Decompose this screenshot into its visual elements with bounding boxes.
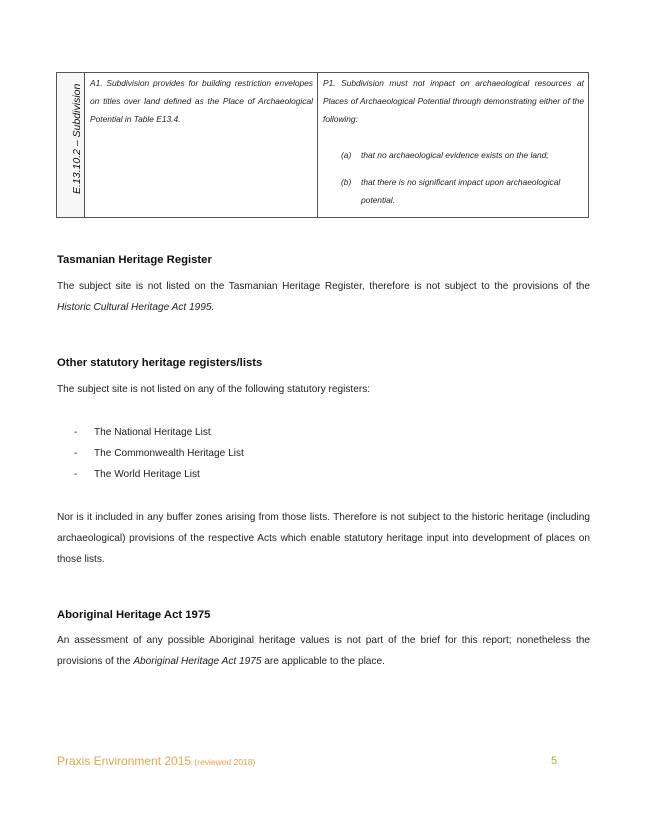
footer-reviewed: (reviewed 2018) (194, 757, 256, 767)
criteria-item-b (323, 173, 584, 209)
performance-criteria-intro: P1. Subdivision must not impact on archaeological resources at Places of Archaeological Potential through demonstrating either of the following: (323, 78, 584, 124)
table-side-label-cell (57, 73, 85, 217)
aboriginal-act-title: Aboriginal Heritage Act 1975 (133, 656, 262, 667)
list-dash: - (74, 427, 78, 438)
historic-act-title: Historic Cultural Heritage Act 1995. (57, 302, 215, 313)
list-item-text: The World Heritage List (94, 469, 200, 480)
criteria-item-label: (a) (341, 150, 352, 160)
aboriginal-text-1: An assessment of any possible Aboriginal heritage values is not part of the brief for this report; nonetheless the provisions of the (57, 635, 590, 667)
acceptable-solution-cell (85, 73, 318, 217)
other-registers-paragraph: The subject site is not listed on any of the following statutory registers: (57, 384, 371, 395)
tasmanian-heritage-text: The subject site is not listed on the Tasmanian Heritage Register, therefore is not subject to the provisions of the (57, 281, 590, 292)
list-item-text: The Commonwealth Heritage List (94, 448, 244, 459)
list-item (57, 422, 244, 443)
registers-list (57, 422, 244, 485)
acceptable-solution-text: A1. Subdivision provides for building restriction envelopes on titles over land defined as the Place of Archaeological Potential in Table E13.4. (90, 78, 313, 124)
criteria-item-text: that there is no significant impact upon archaeological potential. (361, 177, 561, 205)
list-dash: - (74, 469, 78, 480)
aboriginal-text-2: are applicable to the place. (261, 656, 385, 667)
list-dash: - (74, 448, 78, 459)
list-item (57, 443, 244, 464)
footer-company-name: Praxis Environment 2015 (57, 754, 195, 768)
performance-criteria-cell (318, 73, 588, 217)
list-item (57, 464, 244, 485)
planning-table (56, 72, 589, 218)
list-item-text: The National Heritage List (94, 427, 211, 438)
criteria-item-a (323, 146, 584, 164)
tasmanian-heritage-paragraph (57, 276, 590, 318)
page-number: 5 (551, 755, 558, 767)
aboriginal-heritage-heading: Aboriginal Heritage Act 1975 (57, 609, 211, 621)
table-side-label: E.13.10.2 – Subdivision (70, 83, 83, 194)
footer-company (57, 754, 255, 768)
tasmanian-heritage-heading: Tasmanian Heritage Register (57, 254, 212, 266)
aboriginal-heritage-paragraph (57, 630, 590, 672)
criteria-item-text: that no archaeological evidence exists on the land; (361, 150, 549, 160)
buffer-zones-paragraph: Nor is it included in any buffer zones arising from those lists. Therefore is not subject to the historic heritage (including archaeological) provisions of the respective Acts which enable statutory heritage input into development of places on those lists. (57, 512, 590, 565)
criteria-item-label: (b) (341, 177, 352, 187)
other-registers-heading: Other statutory heritage registers/lists (57, 357, 263, 369)
